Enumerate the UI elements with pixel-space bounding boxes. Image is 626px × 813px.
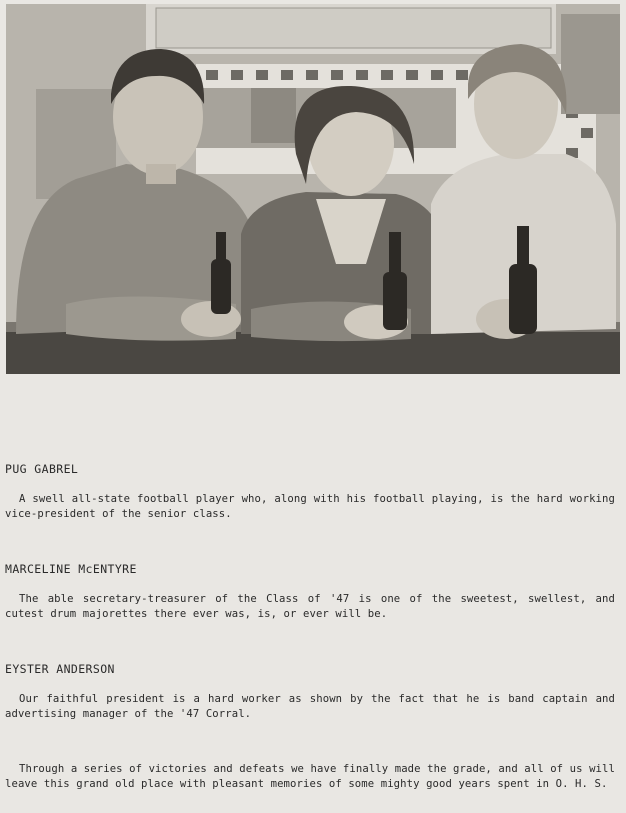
yearbook-photo-icon [6, 4, 620, 374]
entry-text-marceline-mcentyre: The able secretary-treasurer of the Class of '47 is one of the sweetest, swellest, and cutest drum majorettes there ever was, is, or ever will be. [5, 593, 615, 620]
entry-name-eyster-anderson: EYSTER ANDERSON [5, 662, 115, 676]
closing-paragraph: Through a series of victories and defeats we have finally made the grade, and all of us will leave this grand old place with pleasant memories of some mighty good years spent in O. H. S. [5, 763, 615, 790]
entry-name-pug-gabrel: PUG GABREL [5, 462, 79, 476]
yearbook-photo [6, 4, 620, 374]
entry-name-marceline-mcentyre: MARCELINE McENTYRE [5, 562, 137, 576]
entry-text-eyster-anderson: Our faithful president is a hard worker as shown by the fact that he is band captain and advertising manager of the '47 Corral. [5, 693, 615, 720]
entry-text-pug-gabrel: A swell all-state football player who, along with his football playing, is the hard working vice-president of the senior class. [5, 493, 615, 520]
